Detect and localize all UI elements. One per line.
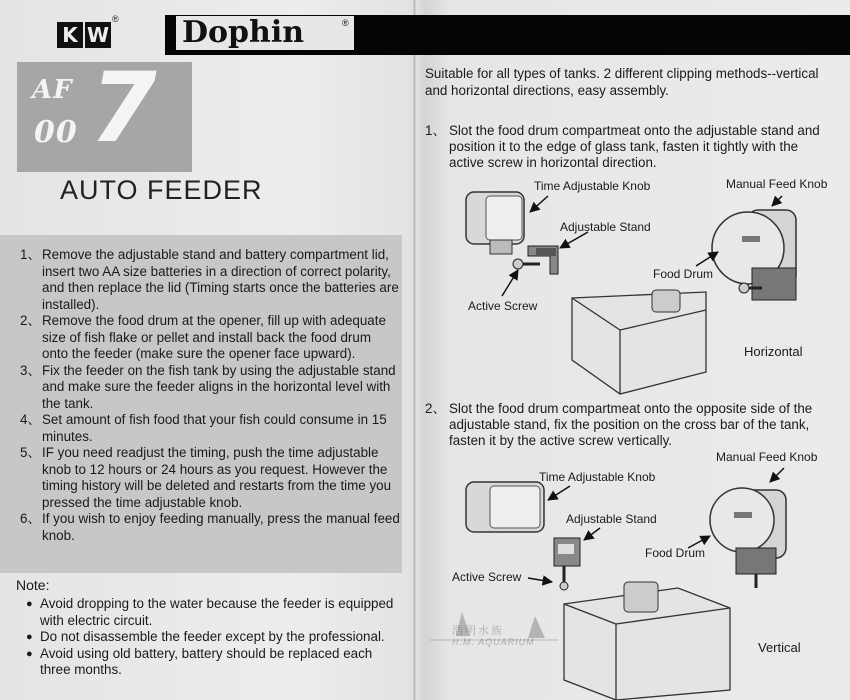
step-text: Remove the adjustable stand and battery compartment lid, insert two AA size batteries in a direction of correct polarity, and then replace the lid (Timing starts once the batteries are installed). <box>42 247 399 312</box>
bullet-icon: ● <box>26 598 33 610</box>
logo-letter-k: K <box>57 22 83 48</box>
arrow-stand <box>584 528 600 540</box>
brand-registered-mark: ® <box>342 18 349 28</box>
model-number: 7 <box>90 52 157 164</box>
adjustable-stand-icon <box>554 538 580 590</box>
label-mode-vertical: Vertical <box>758 640 801 655</box>
step-number: 4、 <box>20 412 41 427</box>
method-number: 2、 <box>425 401 446 416</box>
step-text: Fix the feeder on the fish tank by using the adjustable stand and make sure the feeder aligns in the horizontal level with the tank. <box>42 362 396 411</box>
step-text: If you wish to enjoy feeding manually, press the manual feed knob. <box>42 511 400 543</box>
method-text: Slot the food drum compartmeat onto the adjustable stand and position it to the edge of glass tank, fasten it tightly with the active screw in horizontal direction. <box>449 123 820 170</box>
method-number: 1、 <box>425 123 446 138</box>
bullet-icon: ● <box>26 631 33 643</box>
food-drum-icon <box>710 488 786 588</box>
feeder-side-view-icon <box>466 192 524 254</box>
logo-registered-mark: ® <box>112 14 119 24</box>
adjustable-stand-icon <box>528 246 558 274</box>
step-number: 5、 <box>20 445 41 460</box>
step-number: 1、 <box>20 247 41 262</box>
step-text: IF you need readjust the timing, push the time adjustable knob to 12 hours or 24 hours as you request. However the timing history will be deleted and restarts from the time you pressed the time adjustable knob. <box>42 445 392 510</box>
brand-name: Dophin <box>176 16 354 50</box>
label-time-knob-2: Time Adjustable Knob <box>539 470 656 484</box>
tank-vertical-icon <box>564 582 730 700</box>
step-number: 6、 <box>20 511 41 526</box>
arrow-stand <box>560 232 588 248</box>
label-screw-1: Active Screw <box>468 299 538 313</box>
bullet-icon: ● <box>26 647 33 660</box>
vertical-diagram <box>466 468 786 700</box>
watermark-text-en: H.M. AQUARIUM <box>452 637 535 647</box>
arrow-manual-knob <box>770 468 784 482</box>
feeder-side-view-icon <box>466 482 544 532</box>
page-title: AUTO FEEDER <box>60 175 263 205</box>
step-text: Remove the food drum at the opener, fill up with adequate size of fish flake or pellet and install back the food drum onto the feeder (make sure the opener face upward). <box>42 313 386 361</box>
arrow-screw <box>528 578 552 582</box>
model-zeros: 00 <box>34 115 78 150</box>
label-screw-2: Active Screw <box>452 570 522 584</box>
note-text: Avoid dropping to the water because the feeder is equipped with electric circuit. <box>40 596 394 628</box>
model-prefix: AF <box>32 75 73 105</box>
logo-letter-w: W <box>86 23 110 47</box>
arrow-screw <box>502 270 518 296</box>
intro-text: Suitable for all types of tanks. 2 different clipping methods--vertical and horizontal directions, easy assembly. <box>425 66 819 98</box>
label-manual-knob-1: Manual Feed Knob <box>726 177 828 191</box>
note-text: Do not disassemble the feeder except by the professional. <box>40 629 385 644</box>
tank-horizontal-icon <box>572 290 706 394</box>
note-title: Note: <box>16 577 50 593</box>
note-text: Avoid using old battery, battery should be replaced each three months. <box>40 645 373 677</box>
active-screw-icon <box>513 259 540 269</box>
label-mode-horizontal: Horizontal <box>744 344 803 359</box>
step-number: 2、 <box>20 313 41 328</box>
label-stand-2: Adjustable Stand <box>566 512 657 526</box>
arrow-manual-knob <box>772 196 782 206</box>
method-text: Slot the food drum compartmeat onto the opposite side of the adjustable stand, fix the position on the cross bar of the tank, fasten it by the active screw vertically. <box>449 401 813 448</box>
arrow-time-knob <box>530 196 548 212</box>
step-number: 3、 <box>20 362 41 378</box>
arrow-time-knob <box>548 486 570 500</box>
label-drum-2: Food Drum <box>645 546 706 560</box>
label-manual-knob-2: Manual Feed Knob <box>716 450 818 464</box>
label-drum-1: Food Drum <box>653 267 714 281</box>
label-time-knob-1: Time Adjustable Knob <box>534 179 651 193</box>
food-drum-icon <box>712 210 796 300</box>
watermark-text-cn: 浩明水族 <box>452 624 504 637</box>
step-text: Set amount of fish food that your fish could consume in 15 minutes. <box>42 412 387 444</box>
label-stand-1: Adjustable Stand <box>560 220 651 234</box>
